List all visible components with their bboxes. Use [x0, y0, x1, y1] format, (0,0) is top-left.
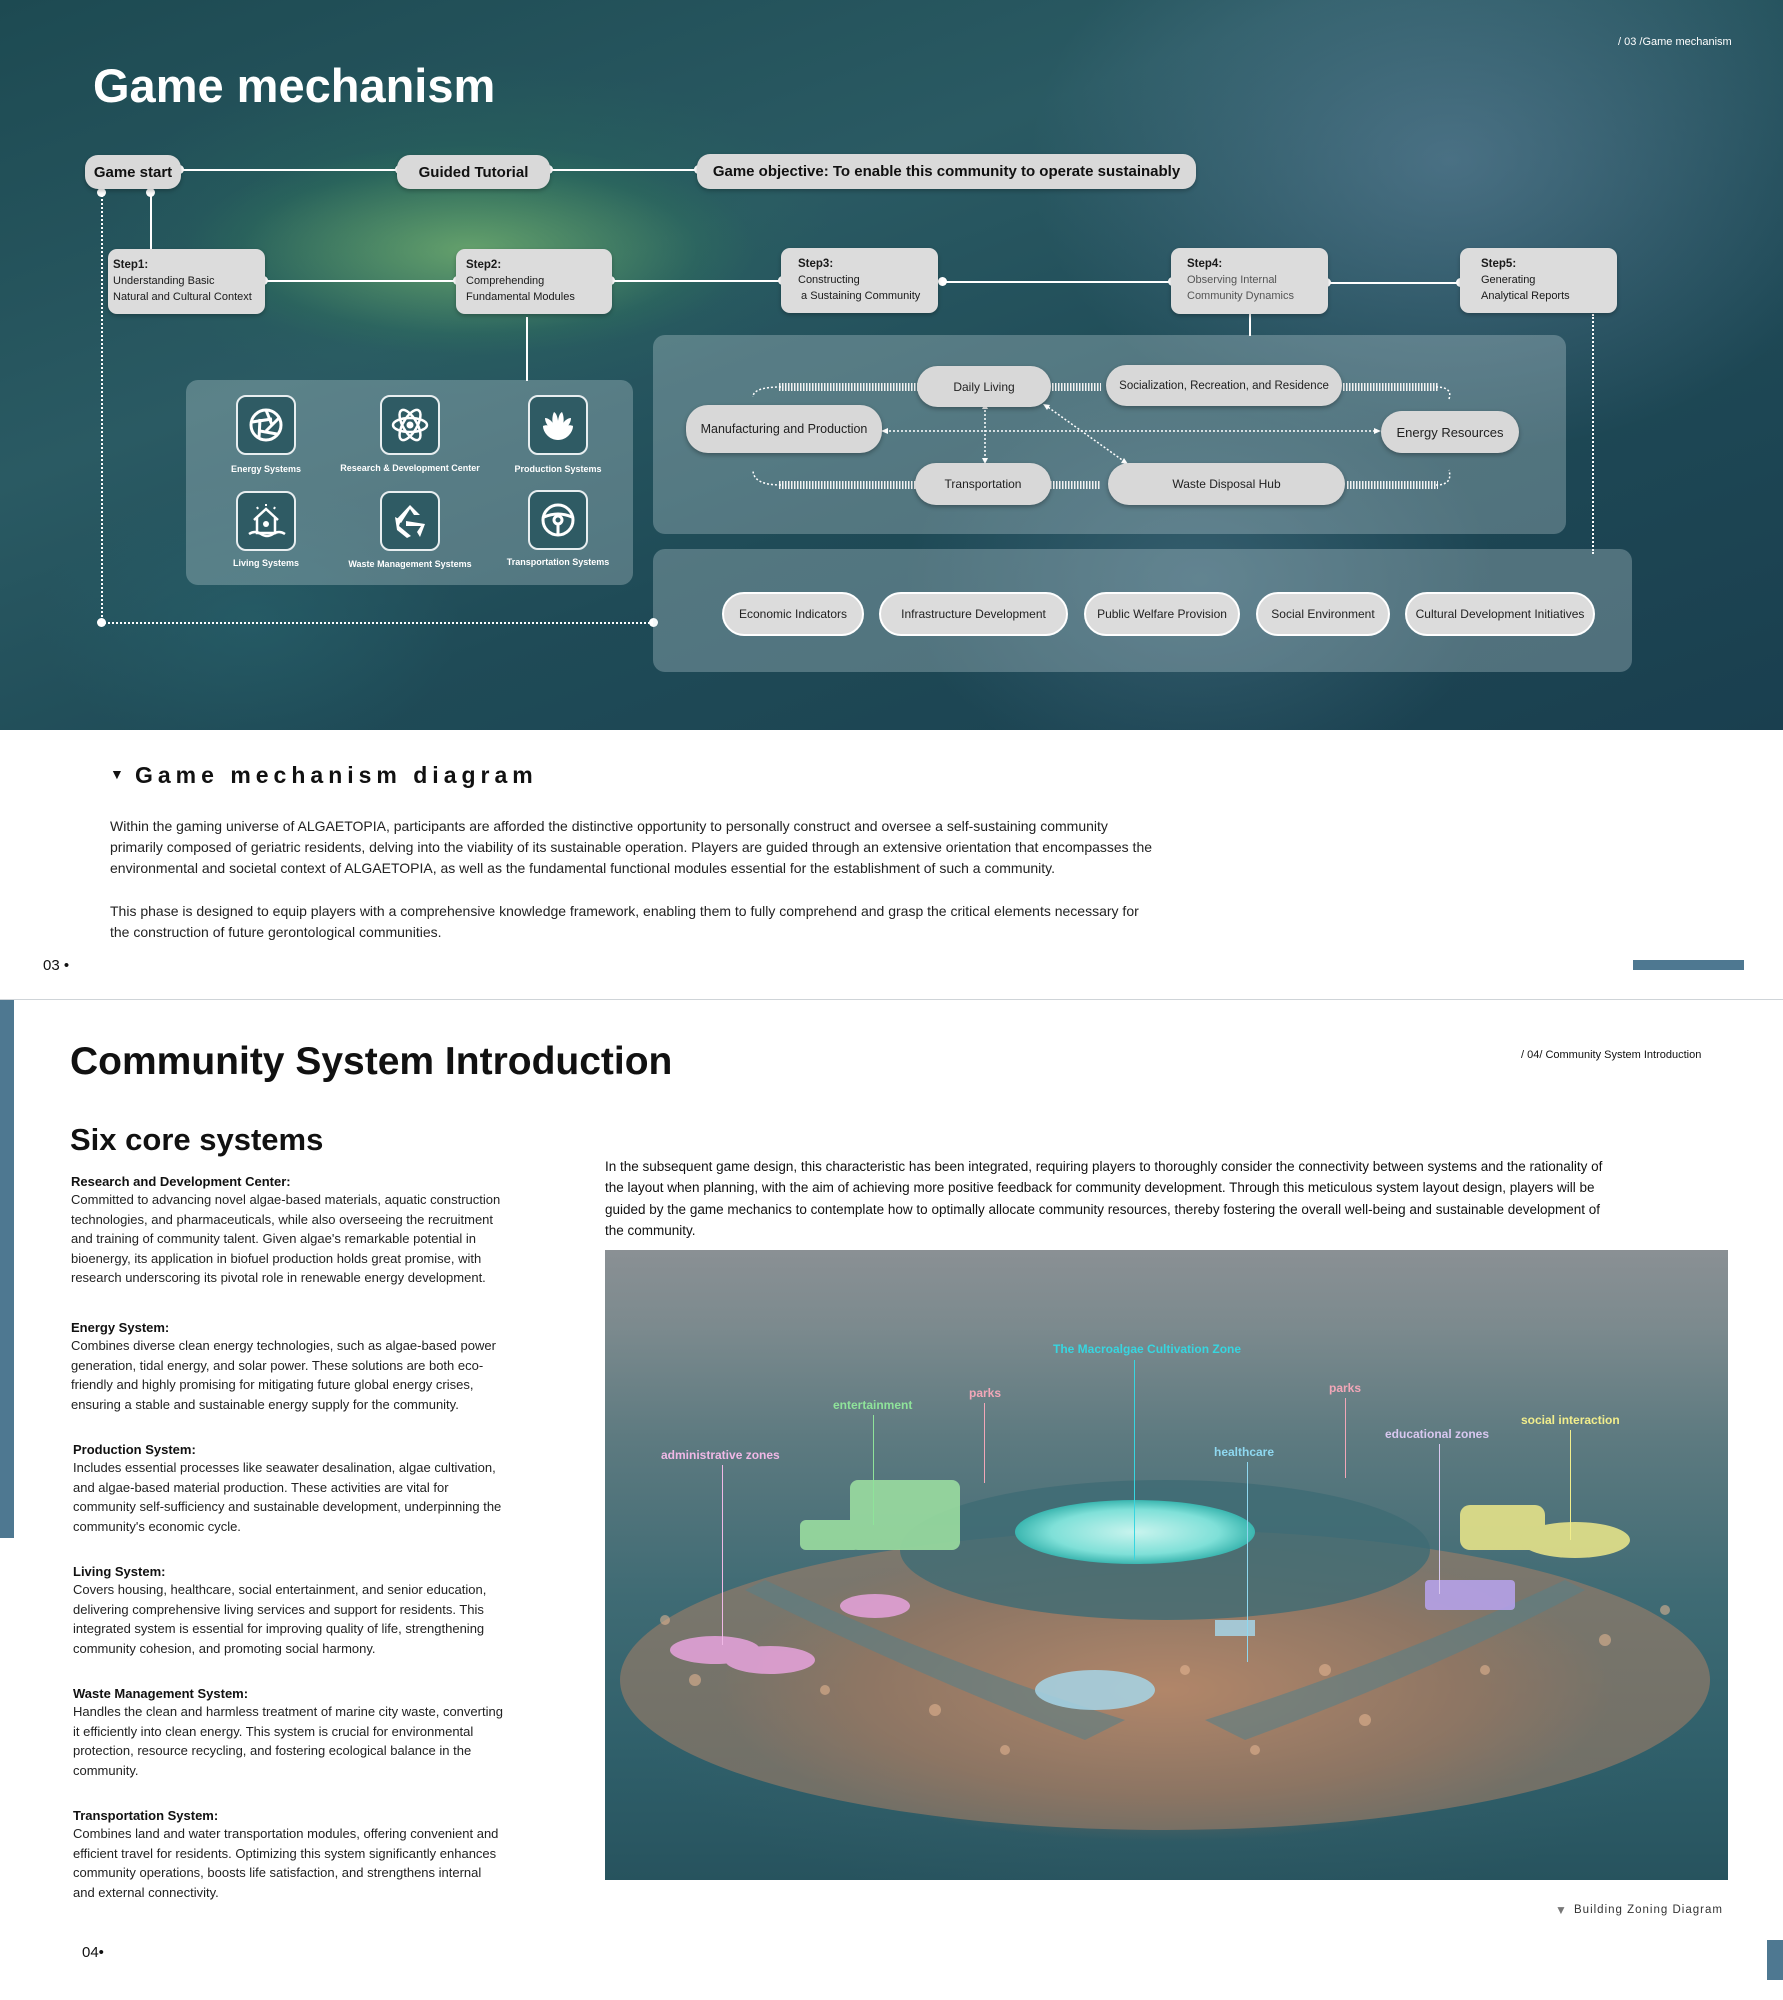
- step-text: a Sustaining Community: [798, 290, 921, 302]
- page-title: Game mechanism: [93, 59, 496, 112]
- indicator-public-welfare: Public Welfare Provision: [1084, 592, 1240, 636]
- paragraph-2: [110, 901, 1270, 943]
- step-5-card: [1460, 248, 1617, 313]
- connector: [526, 317, 528, 381]
- step-text: Analytical Reports: [1481, 290, 1570, 302]
- leader-line: [722, 1465, 723, 1645]
- zone-label: healthcare: [1214, 1445, 1275, 1459]
- aperture-icon: [246, 405, 286, 445]
- steering-wheel-icon: [537, 499, 579, 541]
- house-icon: [245, 500, 287, 542]
- text-line: and external connectivity.: [73, 1884, 219, 1900]
- text-line: community self-sufficiency and sustainable development, underpinning the: [73, 1499, 502, 1514]
- manufacturing-node: Manufacturing and Production: [686, 405, 882, 453]
- system-heading: Transportation System:: [73, 1808, 219, 1823]
- subtitle: Six core systems: [70, 1122, 324, 1157]
- step-text: Constructing: [798, 274, 860, 286]
- dotted-connector: [101, 192, 103, 624]
- dynamics-panel: [653, 335, 1566, 534]
- text-line: the layout when planning, with the aim of achieving more positive feedback for community development. Through this meticulous system layout design, players will be: [605, 1180, 1595, 1196]
- accent-corner-bar: [1767, 1940, 1783, 1980]
- text-line: research underscoring its pivotal role in renewable energy development.: [71, 1270, 486, 1285]
- step-label: Step2:: [466, 259, 502, 271]
- zone-label: entertainment: [833, 1398, 913, 1412]
- recycle-icon: [389, 500, 431, 542]
- text-line: and algae-based material production. These activities are vital for: [73, 1479, 449, 1495]
- living-systems-module: [236, 491, 296, 551]
- connector: [548, 169, 698, 171]
- zoning-render-image: [605, 1250, 1728, 1880]
- breadcrumb: / 03 /Game mechanism: [1618, 36, 1732, 48]
- connector: [150, 190, 152, 250]
- system-waste: [73, 1686, 553, 1780]
- section-title: Game mechanism diagram: [135, 762, 538, 788]
- triangle-down-icon: ▼: [1555, 1903, 1567, 1917]
- text-line: efficient travel for residents. Optimizing this system significantly enhances: [73, 1845, 497, 1861]
- indicator-economic: Economic Indicators: [722, 592, 864, 636]
- system-energy: [71, 1320, 551, 1414]
- accent-bar: [1633, 960, 1744, 970]
- daily-living-node: Daily Living: [917, 366, 1051, 407]
- research-center-module: [380, 395, 440, 455]
- leader-line: [1247, 1462, 1248, 1662]
- zone-label: parks: [969, 1386, 1002, 1400]
- text-line: generation, tidal energy, and solar power. These solutions are both eco-: [71, 1357, 484, 1373]
- text-line: environmental and societal context of ALGAETOPIA, as well as the fundamental functional modules essential for the establishment of such a community.: [110, 860, 1055, 876]
- step-label: Step1:: [113, 259, 149, 271]
- text-line: friendly and highly promising for mitigating future global energy crises,: [71, 1377, 474, 1392]
- accent-side-bar: [0, 1000, 14, 1538]
- text-line: and training of community talent. Given algae's remarkable potential in: [71, 1231, 476, 1246]
- atom-icon: [389, 404, 431, 446]
- text-line: Covers housing, healthcare, social entertainment, and senior education,: [73, 1582, 487, 1597]
- page-number: 04•: [82, 1944, 104, 1961]
- breadcrumb: / 04/ Community System Introduction: [1521, 1049, 1702, 1061]
- indicator-social-environment: Social Environment: [1256, 592, 1390, 636]
- module-label: Waste Management Systems: [348, 559, 472, 569]
- connector: [263, 280, 458, 282]
- system-heading: Living System:: [73, 1564, 166, 1579]
- leader-line: [1439, 1444, 1440, 1594]
- page-number: 03 •: [43, 957, 70, 974]
- text-line: community cohesion, and promoting social harmony.: [73, 1640, 376, 1656]
- text-line: the construction of future gerontological communities.: [110, 924, 442, 940]
- guided-tutorial-node: Guided Tutorial: [397, 155, 550, 189]
- connector: [180, 169, 400, 171]
- step-text: Natural and Cultural Context: [113, 291, 252, 303]
- text-line: protection, resource recycling, and fostering ecological balance in the: [73, 1743, 472, 1758]
- step-label: Step3:: [798, 258, 834, 270]
- node-dot: [938, 277, 947, 286]
- waste-disposal-node: Waste Disposal Hub: [1108, 463, 1345, 505]
- text-line: bioenergy, its application in biofuel production holds great promise, with: [71, 1250, 482, 1266]
- step-4-card: [1171, 248, 1328, 314]
- game-start-node: Game start: [85, 155, 181, 189]
- text-line: community's economic cycle.: [73, 1518, 241, 1534]
- zone-label: social interaction: [1521, 1413, 1620, 1427]
- system-heading: Waste Management System:: [73, 1686, 249, 1701]
- node-dot: [97, 188, 106, 197]
- text-line: community operations, boosts life satisfaction, and strengthens internal: [73, 1865, 482, 1880]
- module-label: Energy Systems: [230, 464, 302, 474]
- text-line: integrated system is essential for improving quality of life, strengthening: [73, 1621, 485, 1636]
- node-dot: [146, 188, 155, 197]
- system-production: [73, 1442, 553, 1536]
- text-line: community.: [73, 1762, 139, 1778]
- connector: [1326, 282, 1460, 284]
- zone-label: administrative zones: [661, 1448, 780, 1462]
- module-label: Living Systems: [232, 558, 300, 568]
- module-label: Transportation Systems: [506, 557, 610, 567]
- text-line: delivering comprehensive living services and support for residents. This: [73, 1601, 484, 1617]
- waste-management-module: [380, 491, 440, 551]
- zone-label: educational zones: [1385, 1427, 1490, 1441]
- production-systems-module: [528, 395, 588, 455]
- dotted-connector: [101, 622, 654, 624]
- modules-panel: [186, 380, 633, 585]
- step-text: Community Dynamics: [1187, 290, 1294, 302]
- leader-line: [873, 1415, 874, 1525]
- shell-icon: [537, 404, 579, 446]
- step-text: Fundamental Modules: [466, 291, 575, 303]
- socialization-node: Socialization, Recreation, and Residence: [1106, 365, 1342, 406]
- module-label: Research & Development Center: [340, 463, 480, 473]
- system-heading: Research and Development Center:: [71, 1174, 291, 1189]
- connector: [942, 281, 1172, 283]
- system-heading: Energy System:: [71, 1320, 170, 1335]
- module-label: Production Systems: [514, 464, 602, 474]
- system-heading: Production System:: [73, 1442, 196, 1457]
- text-line: This phase is designed to equip players with a comprehensive knowledge framework, enabling them to fully comprehend and grasp the critical elements necessary for: [110, 903, 1139, 919]
- step-2-card: [456, 249, 612, 314]
- leader-line: [1570, 1430, 1571, 1540]
- paragraph-1: [110, 816, 1270, 879]
- text-line: technologies, and pharmaceuticals, while also overseeing the recruitment: [71, 1211, 494, 1227]
- leader-line: [984, 1403, 985, 1483]
- text-line: Handles the clean and harmless treatment of marine city waste, converting: [73, 1704, 503, 1719]
- zone-label: parks: [1329, 1381, 1362, 1395]
- leader-line: [1345, 1398, 1346, 1478]
- connector: [610, 280, 782, 282]
- text-line: guided by the game mechanics to contemplate how to optimally allocate community resources, thereby fostering the overall well-being and sustainable development of: [605, 1201, 1601, 1217]
- node-dot: [97, 618, 106, 627]
- game-objective-node: Game objective: To enable this community to operate sustainably: [697, 154, 1196, 189]
- text-line: Combines diverse clean energy technologies, such as algae-based power: [71, 1338, 496, 1353]
- energy-resources-node: Energy Resources: [1381, 411, 1519, 453]
- step-label: Step4:: [1187, 258, 1223, 270]
- zone-label: The Macroalgae Cultivation Zone: [1053, 1342, 1242, 1356]
- text-line: Within the gaming universe of ALGAETOPIA, participants are afforded the distinctive opportunity to personally construct and oversee a self-sustaining community: [110, 818, 1108, 834]
- text-line: the community.: [605, 1222, 696, 1238]
- text-line: ensuring a stable and sustainable energy supply for the community.: [71, 1396, 459, 1412]
- transportation-systems-module: [528, 490, 588, 550]
- indicator-cultural: Cultural Development Initiatives: [1405, 592, 1595, 636]
- triangle-down-icon: ▼: [110, 766, 124, 782]
- system-transportation: [73, 1808, 553, 1902]
- step-text: Understanding Basic: [113, 275, 215, 287]
- system-research: [71, 1174, 551, 1288]
- leader-line: [1134, 1360, 1135, 1560]
- system-living: [73, 1564, 553, 1658]
- text-line: Committed to advancing novel algae-based materials, aquatic construction: [71, 1192, 501, 1207]
- step-1-card: [108, 249, 265, 314]
- step-label: Step5:: [1481, 258, 1517, 270]
- connector: [1249, 314, 1251, 336]
- energy-systems-module: [236, 395, 296, 455]
- text-line: In the subsequent game design, this characteristic has been integrated, requiring players to thoroughly consider the connectivity between systems and the rationality of: [605, 1159, 1603, 1174]
- text-line: Includes essential processes like seawater desalination, algae cultivation,: [73, 1460, 496, 1475]
- figure-caption: Building Zoning Diagram: [1574, 1904, 1723, 1916]
- text-line: primarily composed of geriatric residents, delving into the viability of its sustainable operation. Players are guided through an extensive orientation that encompasses the: [110, 839, 1153, 855]
- text-line: it efficiently into clean energy. This system is crucial for environmental: [73, 1723, 474, 1739]
- step-text: Generating: [1481, 274, 1536, 286]
- text-line: Combines land and water transportation modules, offering convenient and: [73, 1826, 499, 1841]
- step-3-card: [781, 248, 938, 313]
- macroalgae-pool: [1015, 1500, 1255, 1564]
- indicator-infrastructure: Infrastructure Development: [879, 592, 1068, 636]
- step-text: Observing Internal: [1187, 274, 1277, 286]
- transportation-node: Transportation: [915, 463, 1051, 505]
- hero-banner: [0, 0, 1783, 730]
- page-title: Community System Introduction: [70, 1040, 673, 1083]
- step-text: Comprehending: [466, 275, 545, 287]
- dotted-connector: [1592, 314, 1594, 554]
- intro-paragraph: [605, 1156, 1735, 1241]
